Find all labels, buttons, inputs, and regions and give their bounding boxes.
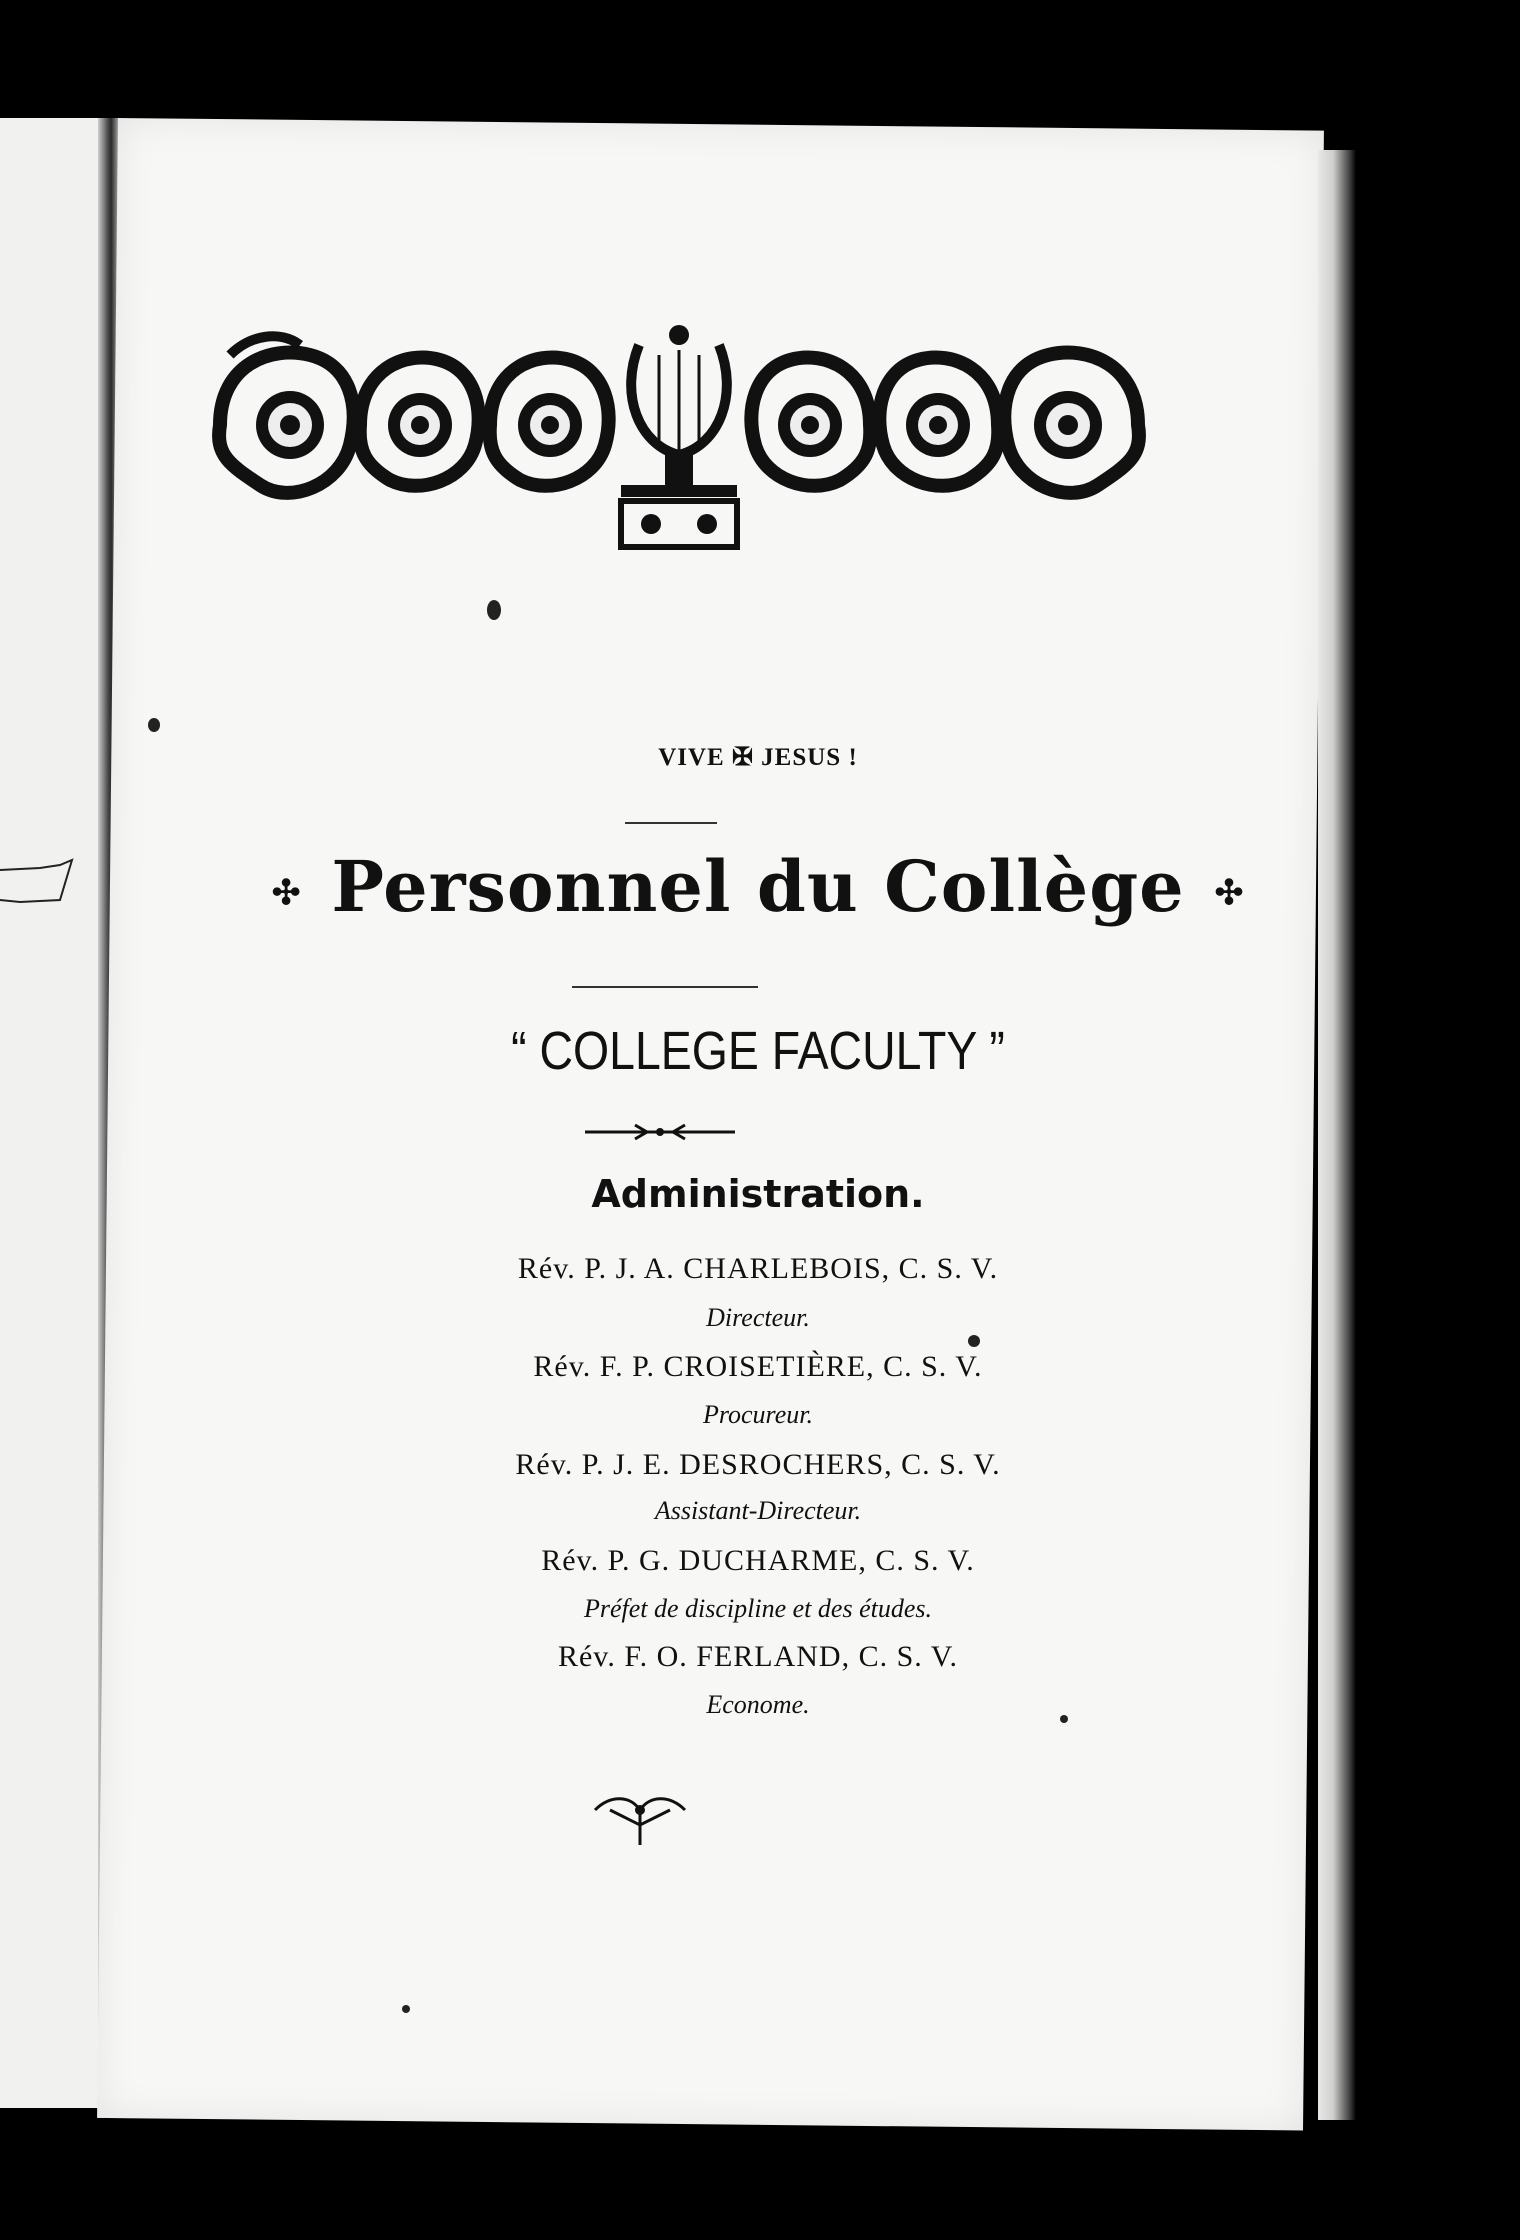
staff-name: Rév. P. J. A. CHARLEBOIS, C. S. V. [517,1252,999,1285]
ink-speck [148,718,160,732]
floral-headpiece-icon [210,305,1148,550]
ink-speck [487,600,501,620]
tailpiece-ornament-icon [590,1790,690,1850]
rule [572,986,758,988]
staff-name: Rév. P. G. DUCHARME, C. S. V. [541,1544,975,1577]
left-page-margin [0,118,112,2108]
arrow-divider-icon [585,1122,735,1142]
margin-sketch [0,850,100,930]
page-title [118,845,1398,928]
ink-speck [1060,1715,1068,1723]
staff-role: Directeur. [706,1303,810,1332]
staff-name: Rév. P. J. E. DESROCHERS, C. S. V. [515,1448,1001,1481]
rule [625,822,717,824]
subtitle: “ COLLEGE FACULTY ” [511,1021,1005,1081]
staff-name: Rév. F. O. FERLAND, C. S. V. [557,1640,959,1673]
staff-role: Econome. [706,1690,810,1719]
page-edge [1318,150,1356,2120]
staff-role: Procureur. [702,1400,813,1429]
ink-speck [402,2005,410,2013]
motto: VIVE ✠ JESUS ! [658,744,858,771]
title-text: Personnel du Collège [331,845,1185,928]
fleur-icon: ✣ [271,873,302,913]
staff-role: Assistant-Directeur. [654,1496,862,1525]
fleur-icon: ✣ [1214,873,1245,913]
staff-role: Préfet de discipline et des études. [583,1594,932,1623]
staff-name: Rév. F. P. CROISETIÈRE, C. S. V. [533,1350,983,1383]
section-heading: Administration. [591,1172,925,1216]
ink-speck [968,1335,980,1347]
